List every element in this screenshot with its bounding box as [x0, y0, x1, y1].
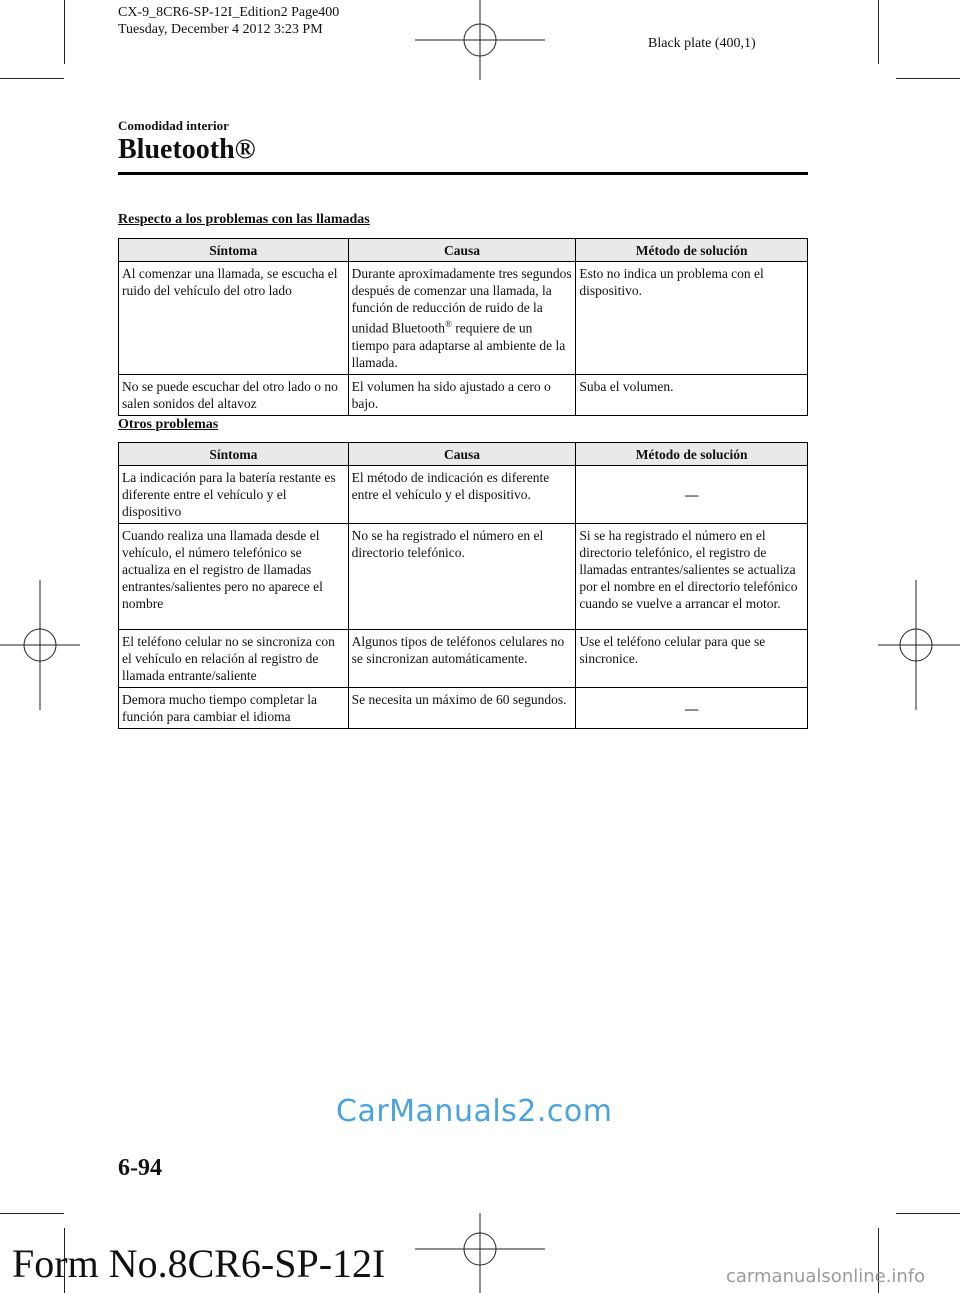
- title-rule: [118, 172, 808, 175]
- col-header-solution: Método de solución: [576, 239, 808, 262]
- doc-id: CX-9_8CR6-SP-12I_Edition2 Page400: [118, 5, 340, 20]
- table-row: [119, 466, 808, 524]
- solution-cell: Esto no indica un problema con el dispositivo.: [576, 262, 808, 375]
- cause-cell: [348, 262, 576, 375]
- registered-mark: ®: [445, 319, 452, 329]
- cause-cell: No se ha registrado el número en el directorio telefónico.: [348, 524, 576, 630]
- col-header-symptom: Síntoma: [119, 443, 349, 466]
- other-problems-table: [118, 442, 808, 729]
- cause-cell: El método de indicación es diferente entre el vehículo y el dispositivo.: [348, 466, 576, 524]
- table-header-row: [119, 239, 808, 262]
- solution-cell: Suba el volumen.: [576, 374, 808, 415]
- symptom-cell: Cuando realiza una llamada desde el vehículo, el número telefónico se actualiza en el registro de llamadas entrantes/salientes pero no aparece el nombre: [119, 524, 349, 630]
- table-row: [119, 524, 808, 630]
- calls-troubleshooting-table: [118, 238, 808, 416]
- table-row: [119, 374, 808, 415]
- watermark-logo: CarManuals2.com: [336, 1094, 613, 1129]
- solution-cell: Use el teléfono celular para que se sincronice.: [576, 630, 808, 688]
- table1-heading: Respecto a los problemas con las llamadas: [118, 212, 370, 227]
- table-row: [119, 630, 808, 688]
- registration-mark-top: [415, 0, 545, 80]
- cause-text: Durante aproximadamente tres segundos después de comenzar una llamada, la función de reducción de ruido de la unidad Bluetooth: [351, 266, 572, 336]
- print-header: [118, 4, 339, 38]
- cause-text-continued: requiere de un tiempo para adaptarse al ambiente de la llamada.: [351, 320, 566, 370]
- cause-cell: Se necesita un máximo de 60 segundos.: [348, 688, 576, 729]
- symptom-cell: Al comenzar una llamada, se escucha el ruido del vehículo del otro lado: [119, 262, 349, 375]
- symptom-cell: Demora mucho tiempo completar la función para cambiar el idioma: [119, 688, 349, 729]
- cause-cell: Algunos tipos de teléfonos celulares no se sincronizan automáticamente.: [348, 630, 576, 688]
- table-row: [119, 262, 808, 375]
- symptom-cell: No se puede escuchar del otro lado o no salen sonidos del altavoz: [119, 374, 349, 415]
- site-watermark: carmanualsonline.info: [726, 1266, 926, 1287]
- print-timestamp: Tuesday, December 4 2012 3:23 PM: [118, 22, 323, 37]
- cause-cell: El volumen ha sido ajustado a cero o bajo.: [348, 374, 576, 415]
- page-title: Bluetooth®: [118, 134, 256, 165]
- registration-mark-right: [878, 580, 960, 710]
- col-header-symptom: Síntoma: [119, 239, 349, 262]
- solution-cell: ―: [576, 688, 808, 729]
- table-row: [119, 688, 808, 729]
- solution-cell: Si se ha registrado el número en el directorio telefónico, el registro de llamadas entrantes/salientes se actualiza por el nombre en el directorio telefónico cuando se vuelve a arrancar el motor.: [576, 524, 808, 630]
- section-name: Comodidad interior: [118, 118, 229, 133]
- symptom-cell: La indicación para la batería restante es diferente entre el vehículo y el dispositivo: [119, 466, 349, 524]
- table2-heading: Otros problemas: [118, 417, 219, 432]
- plate-label: Black plate (400,1): [648, 36, 756, 51]
- table-header-row: [119, 443, 808, 466]
- col-header-cause: Causa: [348, 443, 576, 466]
- symptom-cell: El teléfono celular no se sincroniza con el vehículo en relación al registro de llamada entrante/saliente: [119, 630, 349, 688]
- col-header-solution: Método de solución: [576, 443, 808, 466]
- registration-mark-left: [0, 580, 80, 710]
- col-header-cause: Causa: [348, 239, 576, 262]
- form-number: Form No.8CR6-SP-12I: [12, 1241, 386, 1286]
- page-number: 6-94: [118, 1155, 162, 1181]
- registration-mark-bottom: [415, 1213, 545, 1293]
- solution-cell: ―: [576, 466, 808, 524]
